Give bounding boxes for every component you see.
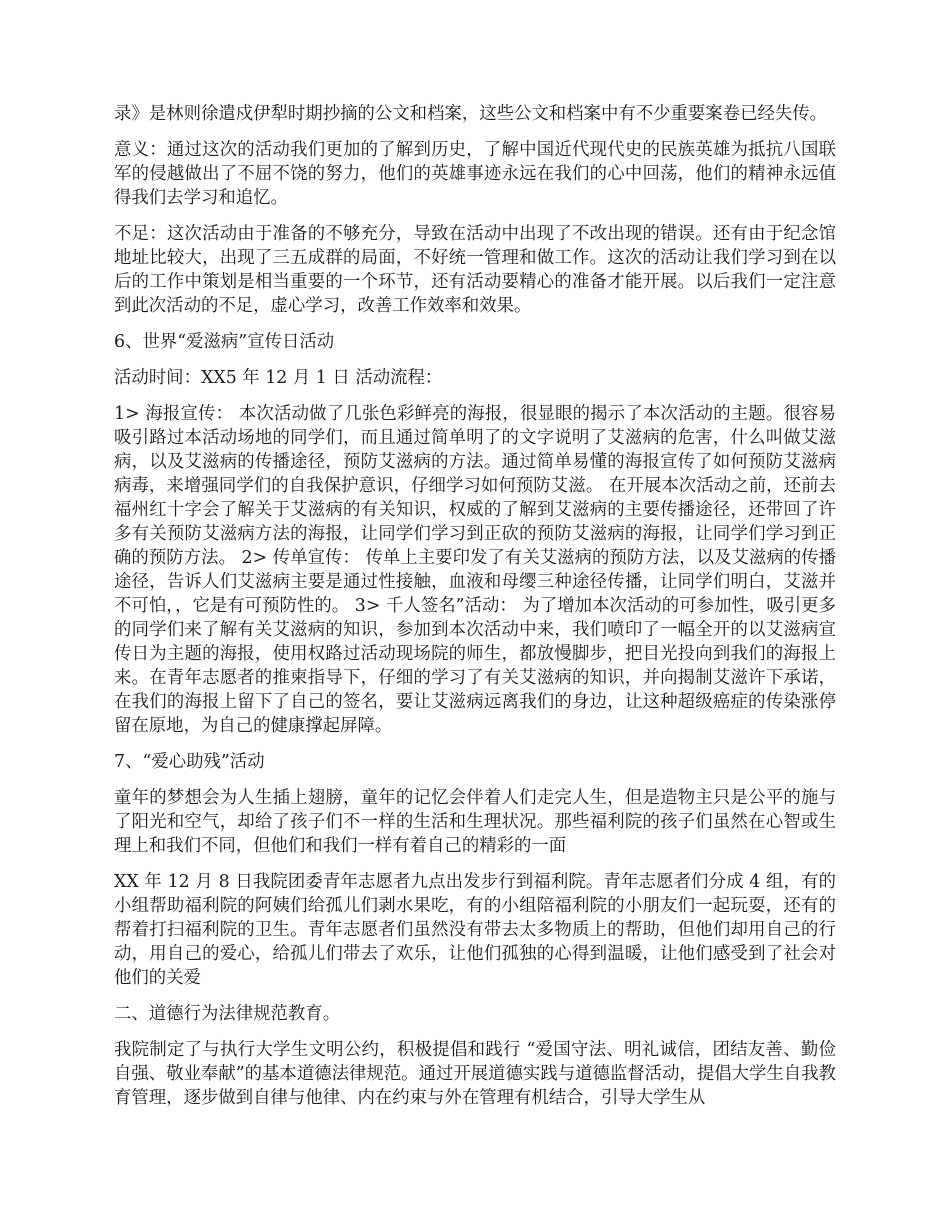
paragraph-childhood-dream: 童年的梦想会为人生插上翅膀，童年的记忆会伴着人们走完人生，但是造物主只是公平的施与了阳光和空气，却给了孩子们不一样的生活和生理状况。那些福利院的孩子们虽然在心智或生理上和我们不同，但他们和我们一样有着自己的精彩的一面 — [114, 788, 836, 856]
heading-moral-legal-education: 二、道德行为法律规范教育。 — [114, 1004, 341, 1024]
paragraph-activity-process: 1> 海报宣传： 本次活动做了几张色彩鲜亮的海报，很显眼的揭示了本次活动的主题。很容易吸引路过本活动场地的同学们，而且通过简单明了的文字说明了艾滋病的危害，什么叫做艾滋病，以及艾滋病的传播途径，预防艾滋病的方法。通过简单易懂的海报宣传了如何预防艾滋病病毒，来增强同学们的自我保护意识，仔细学习如何预防艾滋。 在开展本次活动之前，还前去福州红十字会了解关于艾滋病的有关知识，权威的了解到艾滋病的主要传播途径，还带回了许多有关预防艾滋病方法的海报，让同学们学习到正砍的预防艾滋病的海报，让同学们学习到正确的预防方法。 2> 传单宣传： 传单上主要印发了有关艾滋病的预防方法，以及艾滋病的传播途径，告诉人们艾滋病主要是通过性接触，血液和母缨三种途径传播，让同学们明白，艾滋并不可怕，，它是有可预防性的。 3> 千人签名”活动： 为了增加本次活动的可参加性，吸引更多的同学们来了解有关艾滋病的知识，参加到本次活动中来，我们喷印了一幅全开的以艾滋病宣传日为主题的海报，使用权路过活动现场院的师生，都放慢脚步，把目光投向到我们的海报上来。在青年志愿者的推柬指导下，仔细的学习了有关艾滋病的知识，并向揭制艾滋许下承诺，在我们的海报上留下了自己的签名，要让艾滋病远离我们的身边，让这种超级癌症的传染涨停留在原地，为自己的健康撑起屏障。 — [114, 404, 836, 736]
paragraph-civility-convention: 我院制定了与执行大学生文明公约，积极提倡和践行 “爱国守法、明礼诚信，团结友善、勤俭自强、敬业奉献”的基本道德法律规范。通过开展道德实践与道德监督活动，提倡大学生自我教育管理，逐步做到自律与他律、内在约束与外在管理有机结合，引导大学生从 — [114, 1040, 836, 1108]
paragraph-archive-intro: 录》是林则徐遣戍伊犁时期抄摘的公文和档案，这些公文和档案中有不少重要案卷已经失传。 — [114, 104, 828, 124]
paragraph-welfare-visit: XX 年 12 月 8 日我院团委青年志愿者九点出发步行到福利院。青年志愿者们分成 4 组，有的小组帮助福利院的阿姨们给孤儿们剥水果吃，有的小组陪福利院的小朋友们一起玩耍，还有的帮着打扫福利院的卫生。青年志愿者们虽然没有带去太多物质上的帮助，但他们却用自己的行动，用自己的爱心，给孤儿们带去了欢乐，让他们孤独的心得到温暖，让他们感受到了社会对他们的关爱 — [114, 872, 836, 988]
heading-aids-day-activity: 6、世界“爱滋病”宣传日活动 — [114, 332, 335, 352]
paragraph-significance: 意义：通过这次的活动我们更加的了解到历史，了解中国近代现代史的民族英雄为抵抗八国联军的侵越做出了不屈不饶的努力，他们的英雄事迹永远在我们的心中回荡，他们的精神永远值得我们去学习和追忆。 — [114, 140, 836, 208]
document-body — [114, 102, 836, 1122]
paragraph-shortcomings: 不足：这次活动由于准备的不够充分，导致在活动中出现了不改出现的错误。还有由于纪念馆地址比较大，出现了三五成群的局面，不好统一管理和做工作。这次的活动让我们学习到在以后的工作中策划是相当重要的一个环节，还有活动要精心的准备才能开展。以后我们一定注意到此次活动的不足，虚心学习，改善工作效率和效果。 — [114, 224, 836, 316]
heading-disability-care-activity: 7、“爱心助残”活动 — [114, 752, 265, 772]
paragraph-activity-time: 活动时间：XX5 年 12 月 1 日 活动流程： — [114, 368, 443, 388]
